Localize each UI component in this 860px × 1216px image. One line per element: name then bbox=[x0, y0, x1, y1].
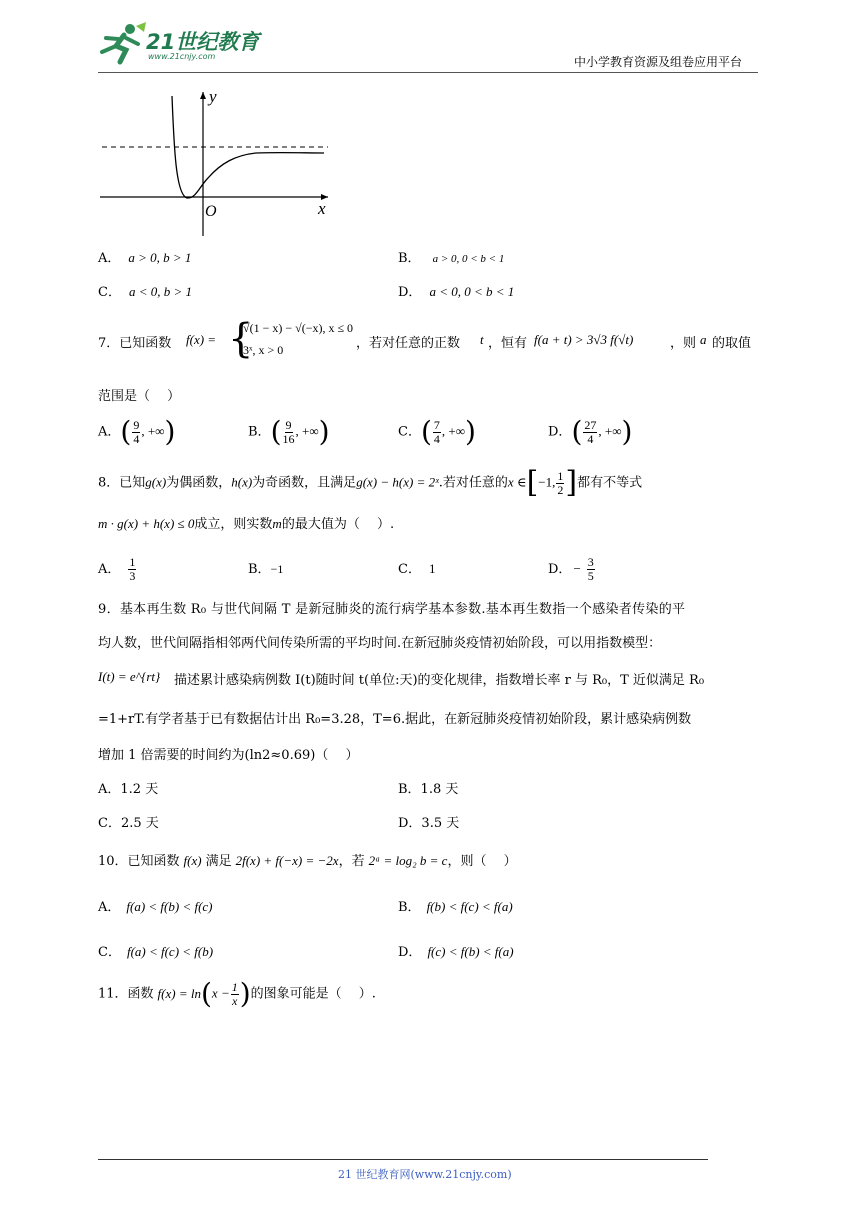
q7-a: a bbox=[700, 332, 707, 347]
q8-option-d: D． − $\frac{3}{5}$ bbox=[548, 555, 594, 583]
q7-option-c: C．( $\frac{7}{4}$ , +∞) bbox=[398, 415, 476, 448]
q7-case1: √(1 − x) − √(−x), x ≤ 0 bbox=[243, 321, 354, 335]
logo-url: www.21cnjy.com bbox=[148, 52, 216, 61]
q9-option-c: C．2.5 天 bbox=[98, 816, 159, 831]
q9-model-equation: I(t) = e^{rt} bbox=[98, 669, 161, 684]
q9-line3: 描述累计感染病例数 I(t)随时间 t(单位:天)的变化规律，指数增长率 r 与 R₀，T 近似满足 R₀ bbox=[174, 673, 705, 688]
runner-icon bbox=[96, 22, 148, 66]
x-label: x bbox=[318, 199, 326, 218]
q7-brace: { bbox=[228, 316, 254, 362]
q6-option-a: A． a > 0, b > 1 bbox=[98, 250, 192, 266]
q8-line1: 8．已知g(x)为偶函数，h(x)为奇函数，且满足g(x) − h(x) = 2ˣ.若对任意的x ∈[−1, $\frac{1}{2}$ ]都有不等式 bbox=[98, 465, 643, 500]
q7-fx: f(x) = bbox=[186, 332, 217, 347]
origin-label: O bbox=[205, 203, 217, 220]
q10-option-a: A． f(a) < f(b) < f(c) bbox=[98, 899, 213, 915]
q7-t: t bbox=[480, 332, 484, 347]
q9-line1: 9．基本再生数 R₀ 与世代间隔 T 是新冠肺炎的流行病学基本参数.基本再生数指一个感染者传染的平 bbox=[98, 602, 686, 617]
y-label: y bbox=[209, 88, 217, 106]
q10-stem: 10．已知函数 f(x) 满足 2f(x) + f(−x) = −2x，若 2ᵃ = log₂ b = c，则（ ） bbox=[98, 853, 517, 869]
q10-option-d: D． f(c) < f(b) < f(a) bbox=[398, 944, 514, 960]
q9-option-d: D．3.5 天 bbox=[398, 816, 460, 831]
q6-option-c: C． a < 0, b > 1 bbox=[98, 284, 192, 300]
q7-inequality: f(a + t) > 3√3 f(√t) bbox=[534, 332, 634, 347]
q7-prefix: 7．已知函数 bbox=[98, 336, 172, 351]
q10-option-b: B． f(b) < f(c) < f(a) bbox=[398, 899, 513, 915]
q7-option-d: D．( $\frac{27}{4}$ , +∞) bbox=[548, 415, 633, 448]
q9-option-a: A．1.2 天 bbox=[98, 782, 159, 797]
q7-line2: 范围是（ ） bbox=[98, 389, 181, 404]
q7-case2: 3ˣ, x > 0 bbox=[243, 343, 284, 357]
footer-text: 21 世纪教育网(www.21cnjy.com) bbox=[338, 1168, 512, 1181]
q8-option-c: C． 1 bbox=[398, 561, 436, 577]
q9-option-b: B．1.8 天 bbox=[398, 782, 459, 797]
q10-option-c: C． f(a) < f(c) < f(b) bbox=[98, 944, 214, 960]
q9-line5: 增加 1 倍需要的时间约为(ln2≈0.69)（ ） bbox=[98, 748, 359, 763]
q8-option-a: A． $\frac{1}{3}$ bbox=[98, 555, 136, 583]
q7-middle: ，若对任意的正数 bbox=[356, 336, 461, 351]
question-11: 11．函数 f(x) = ln(x − $\frac{1}{x}$ )的图象可能是（ ）. bbox=[98, 977, 376, 1010]
header-right-text: 中小学教育资源及组卷应用平台 bbox=[574, 55, 743, 69]
y-axis-arrow bbox=[200, 92, 206, 99]
q6-option-b: B． a > 0, 0 < b < 1 bbox=[398, 251, 505, 266]
q9-line2: 均人数，世代间隔指相邻两代间传染所需的平均时间.在新冠肺炎疫情初始阶段，可以用指数模型： bbox=[98, 636, 662, 651]
q8-option-b: B．−1 bbox=[248, 562, 284, 577]
q8-line2: m · g(x) + h(x) ≤ 0成立，则实数m的最大值为（ ）. bbox=[98, 516, 395, 532]
q7-suffix: ，则 bbox=[670, 336, 697, 351]
q9-line4: =1+rT.有学者基于已有数据估计出 R₀=3.28，T=6.据此，在新冠肺炎疫情初始阶段，累计感染病例数 bbox=[98, 712, 692, 727]
q6-option-d: D． a < 0, 0 < b < 1 bbox=[398, 284, 515, 300]
function-graph bbox=[96, 88, 336, 238]
header-rule bbox=[98, 72, 758, 73]
q7-option-b: B．( $\frac{9}{16}$ , +∞) bbox=[248, 415, 330, 448]
logo bbox=[96, 22, 266, 68]
q7-middle2: ，恒有 bbox=[488, 336, 528, 351]
footer-rule bbox=[98, 1159, 708, 1160]
logo-text: 21世纪教育 bbox=[146, 30, 260, 54]
q7-suffix2: 的取值 bbox=[712, 336, 752, 351]
q7-option-a: A．( $\frac{9}{4}$ , +∞) bbox=[98, 415, 176, 448]
